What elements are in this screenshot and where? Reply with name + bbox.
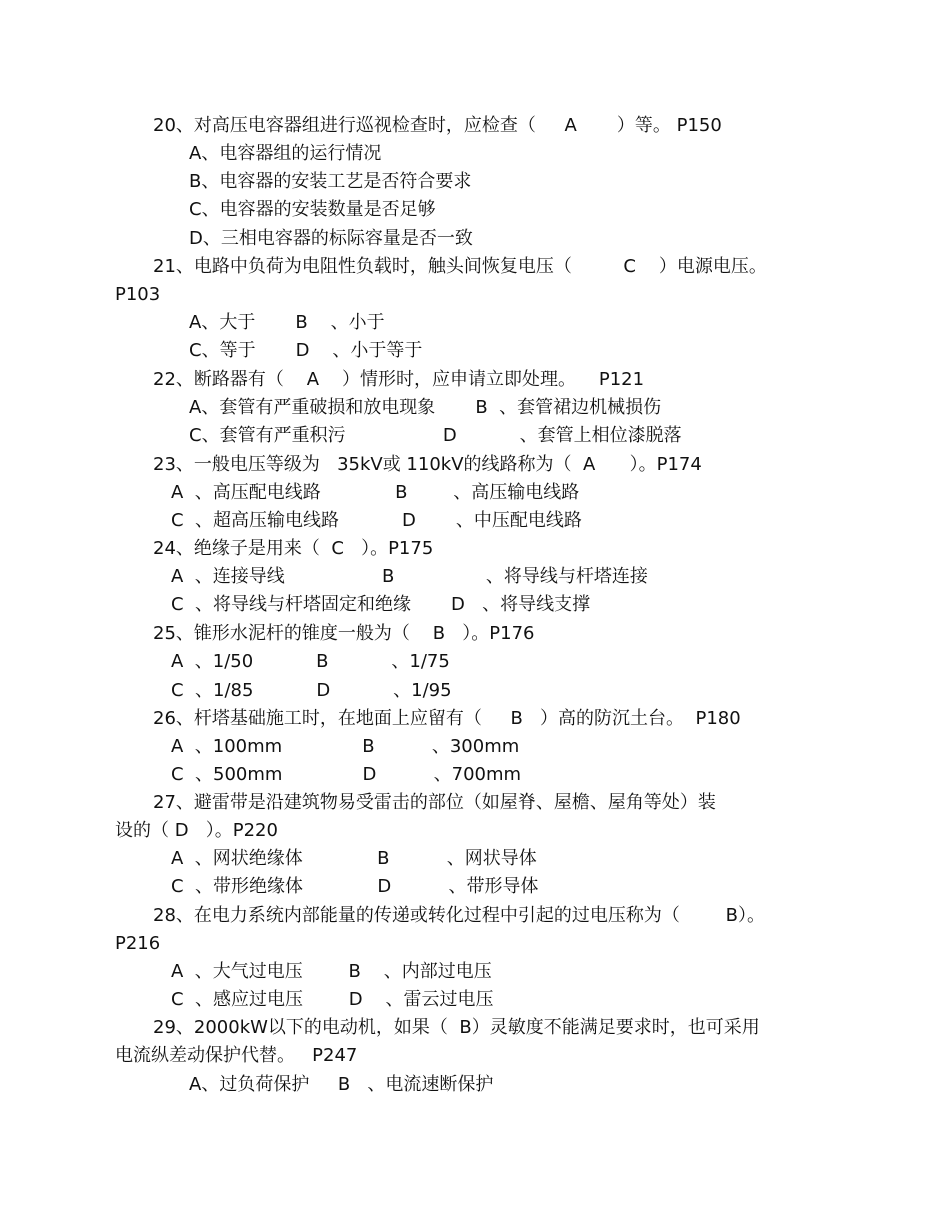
question-25: 25、锥形水泥杆的锥度一般为（ B ）。P176 bbox=[153, 623, 535, 644]
option-20-b: B、电容器的安装工艺是否符合要求 bbox=[189, 171, 472, 192]
question-26: 26、杆塔基础施工时，在地面上应留有（ B ）高的防沉土台。 P180 bbox=[153, 708, 741, 729]
options-25-ab: A 、1/50 B 、1/75 bbox=[171, 651, 450, 672]
options-28-cd: C 、感应过电压 D 、雷云过电压 bbox=[171, 989, 494, 1010]
question-28: 28、在电力系统内部能量的传递或转化过程中引起的过电压称为（ B）。 bbox=[153, 905, 766, 926]
options-21-ab: A、大于 B 、小于 bbox=[189, 312, 385, 333]
question-27: 27、避雷带是沿建筑物易受雷击的部位（如屋脊、屋檐、屋角等处）装 bbox=[153, 792, 716, 813]
question-24: 24、绝缘子是用来（ C ）。P175 bbox=[153, 538, 434, 559]
option-20-d: D、三相电容器的标际容量是否一致 bbox=[189, 228, 473, 249]
question-21-ref: P103 bbox=[115, 284, 161, 305]
options-28-ab: A 、大气过电压 B 、内部过电压 bbox=[171, 961, 492, 982]
options-29-ab: A、过负荷保护 B 、电流速断保护 bbox=[189, 1074, 494, 1095]
options-24-ab: A 、连接导线 B 、将导线与杆塔连接 bbox=[171, 566, 648, 587]
option-20-c: C、电容器的安装数量是否足够 bbox=[189, 199, 436, 220]
options-22-ab: A、套管有严重破损和放电现象 B 、套管裙边机械损伤 bbox=[189, 397, 662, 418]
question-28-ref: P216 bbox=[115, 933, 161, 954]
question-20: 20、对高压电容器组进行巡视检查时，应检查（ A ）等。 P150 bbox=[153, 115, 722, 136]
question-23: 23、一般电压等级为 35kV或 110kV的线路称为（ A ）。P174 bbox=[153, 454, 702, 475]
option-20-a: A、电容器组的运行情况 bbox=[189, 143, 382, 164]
options-25-cd: C 、1/85 D 、1/95 bbox=[171, 680, 452, 701]
options-26-cd: C 、500mm D 、700mm bbox=[171, 764, 522, 785]
question-27-cont: 设的（ D ）。P220 bbox=[115, 820, 278, 841]
options-21-cd: C、等于 D 、小于等于 bbox=[189, 340, 423, 361]
options-23-cd: C 、超高压输电线路 D 、中压配电线路 bbox=[171, 510, 582, 531]
question-29-cont: 电流纵差动保护代替。 P247 bbox=[115, 1045, 358, 1066]
options-27-ab: A 、网状绝缘体 B 、网状导体 bbox=[171, 848, 537, 869]
options-22-cd: C、套管有严重积污 D 、套管上相位漆脱落 bbox=[189, 425, 682, 446]
options-26-ab: A 、100mm B 、300mm bbox=[171, 736, 520, 757]
options-24-cd: C 、将导线与杆塔固定和绝缘 D 、将导线支撑 bbox=[171, 594, 591, 615]
options-23-ab: A 、高压配电线路 B 、高压输电线路 bbox=[171, 482, 580, 503]
options-27-cd: C 、带形绝缘体 D 、带形导体 bbox=[171, 876, 539, 897]
question-22: 22、断路器有（ A ）情形时，应申请立即处理。 P121 bbox=[153, 369, 645, 390]
question-21: 21、电路中负荷为电阻性负载时，触头间恢复电压（ C ）电源电压。 bbox=[153, 256, 767, 277]
question-29: 29、2000kW以下的电动机，如果（ B）灵敏度不能满足要求时，也可采用 bbox=[153, 1017, 760, 1038]
